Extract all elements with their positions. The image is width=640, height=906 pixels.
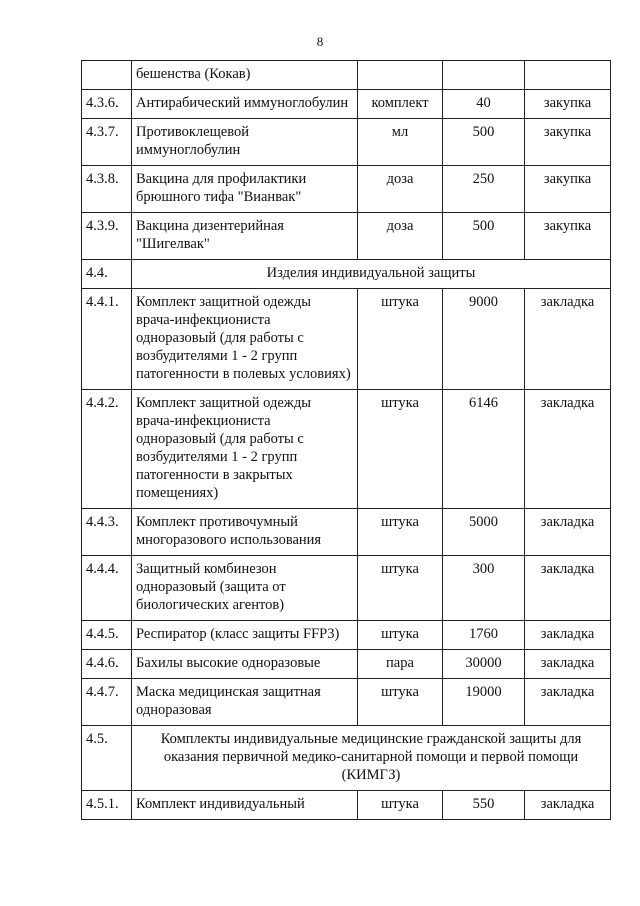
item-quantity: 40: [443, 90, 525, 119]
item-unit: комплект: [358, 90, 443, 119]
item-name: бешенства (Кокав): [132, 61, 358, 90]
supplies-table-body: [82, 61, 611, 820]
item-name: Бахилы высокие одноразовые: [132, 650, 358, 679]
item-number: 4.3.7.: [82, 119, 132, 166]
item-name: Маска медицинская защитная одноразовая: [132, 679, 358, 726]
item-name: Антирабический иммуноглобулин: [132, 90, 358, 119]
item-quantity: 250: [443, 166, 525, 213]
item-name: Комплект противочумный многоразового использования: [132, 509, 358, 556]
item-unit: доза: [358, 213, 443, 260]
item-name: Противоклещевой иммуноглобулин: [132, 119, 358, 166]
item-quantity: 300: [443, 556, 525, 621]
item-quantity: 5000: [443, 509, 525, 556]
item-source: закладка: [525, 289, 611, 390]
section-title: Изделия индивидуальной защиты: [132, 260, 611, 289]
item-number: 4.3.8.: [82, 166, 132, 213]
item-number: 4.4.3.: [82, 509, 132, 556]
item-number: 4.4.2.: [82, 390, 132, 509]
item-source: закупка: [525, 90, 611, 119]
item-unit: [358, 61, 443, 90]
item-number: 4.4.7.: [82, 679, 132, 726]
table-row: [82, 119, 611, 166]
item-unit: пара: [358, 650, 443, 679]
item-quantity: 550: [443, 791, 525, 820]
table-row: [82, 650, 611, 679]
item-source: закладка: [525, 791, 611, 820]
item-number: 4.4.1.: [82, 289, 132, 390]
table-row: [82, 289, 611, 390]
item-name: Респиратор (класс защиты FFP3): [132, 621, 358, 650]
section-row: [82, 726, 611, 791]
table-row: [82, 213, 611, 260]
item-unit: штука: [358, 791, 443, 820]
item-source: закупка: [525, 213, 611, 260]
item-source: [525, 61, 611, 90]
item-unit: штука: [358, 390, 443, 509]
item-number: 4.4.5.: [82, 621, 132, 650]
item-number: 4.4.6.: [82, 650, 132, 679]
item-unit: штука: [358, 621, 443, 650]
item-number: 4.5.1.: [82, 791, 132, 820]
item-number: 4.3.9.: [82, 213, 132, 260]
table-row: [82, 166, 611, 213]
item-unit: штука: [358, 509, 443, 556]
item-quantity: 500: [443, 213, 525, 260]
item-name: Комплект защитной одежды врача-инфекциониста одноразовый (для работы с возбудителями 1 - 2 групп патогенности в полевых условиях): [132, 289, 358, 390]
item-unit: штука: [358, 679, 443, 726]
table-row: [82, 390, 611, 509]
item-name: Вакцина для профилактики брюшного тифа "Вианвак": [132, 166, 358, 213]
item-source: закупка: [525, 166, 611, 213]
item-quantity: [443, 61, 525, 90]
table-row: [82, 90, 611, 119]
item-source: закладка: [525, 679, 611, 726]
item-quantity: 6146: [443, 390, 525, 509]
item-source: закладка: [525, 556, 611, 621]
item-source: закладка: [525, 509, 611, 556]
item-number: 4.4.4.: [82, 556, 132, 621]
item-number: [82, 61, 132, 90]
item-quantity: 30000: [443, 650, 525, 679]
item-name: Комплект защитной одежды врача-инфекциониста одноразовый (для работы с возбудителями 1 - 2 групп патогенности в закрытых помещениях): [132, 390, 358, 509]
item-source: закупка: [525, 119, 611, 166]
item-unit: доза: [358, 166, 443, 213]
table-row: [82, 556, 611, 621]
item-source: закладка: [525, 650, 611, 679]
item-unit: штука: [358, 556, 443, 621]
item-quantity: 1760: [443, 621, 525, 650]
table-row: [82, 509, 611, 556]
item-source: закладка: [525, 390, 611, 509]
item-unit: штука: [358, 289, 443, 390]
section-title: Комплекты индивидуальные медицинские гражданской защиты для оказания первичной медико-санитарной помощи и первой помощи (КИМГЗ): [132, 726, 611, 791]
table-row: [82, 61, 611, 90]
table-row: [82, 621, 611, 650]
page-number: 8: [316, 34, 324, 49]
item-name: Защитный комбинезон одноразовый (защита от биологических агентов): [132, 556, 358, 621]
section-number: 4.4.: [82, 260, 132, 289]
item-number: 4.3.6.: [82, 90, 132, 119]
item-source: закладка: [525, 621, 611, 650]
item-unit: мл: [358, 119, 443, 166]
section-row: [82, 260, 611, 289]
supplies-table: [81, 60, 611, 820]
table-row: [82, 679, 611, 726]
item-quantity: 9000: [443, 289, 525, 390]
item-quantity: 500: [443, 119, 525, 166]
item-name: Вакцина дизентерийная "Шигелвак": [132, 213, 358, 260]
section-number: 4.5.: [82, 726, 132, 791]
item-name: Комплект индивидуальный: [132, 791, 358, 820]
item-quantity: 19000: [443, 679, 525, 726]
table-row: [82, 791, 611, 820]
